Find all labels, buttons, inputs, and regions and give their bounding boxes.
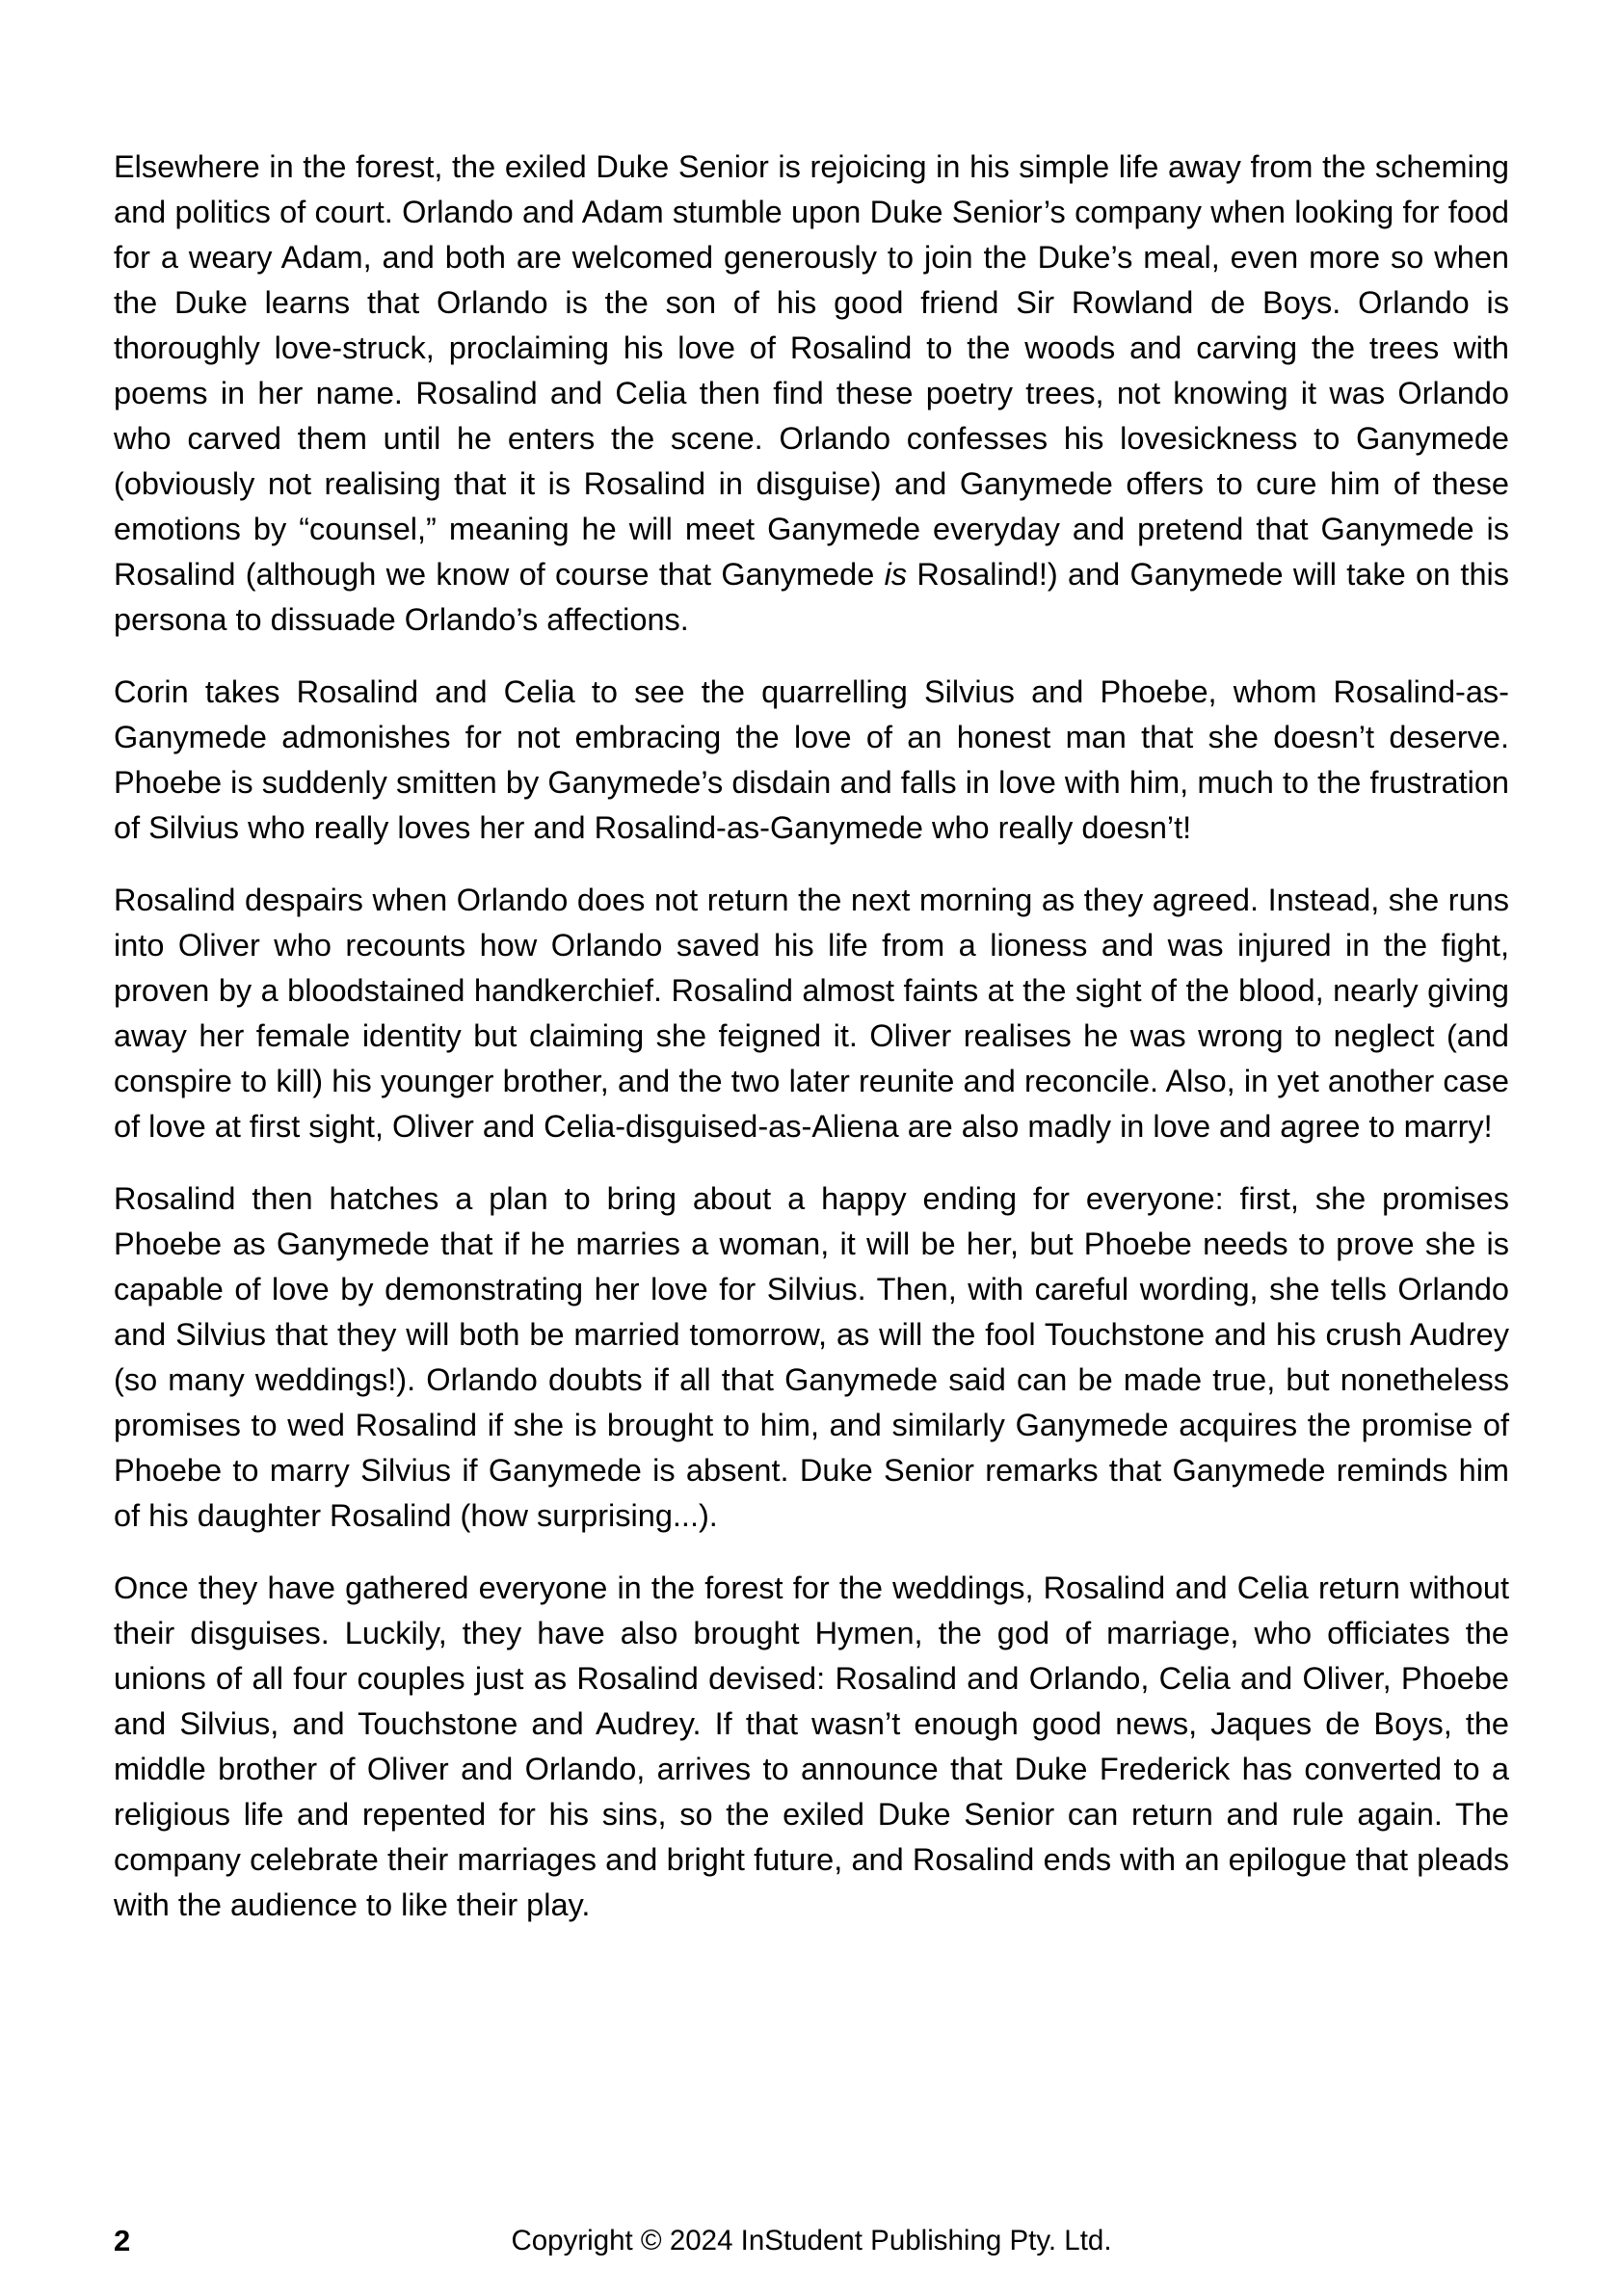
summary-text-block: [114, 145, 1509, 1955]
text-run: Rosalind despairs when Orlando does not return the next morning as they agreed. Instead, she runs into Oliver who recounts how Orlando saved his life from a lioness and was injured in the fight, proven by a bloodstained handkerchief. Rosalind almost faints at the sight of the blood, nearly giving away her female identity but claiming she feigned it. Oliver realises he was wrong to neglect (and conspire to kill) his younger brother, and the two later reunite and reconcile. Also, in yet another case of love at first sight, Oliver and Celia-disguised-as-Aliena are also madly in love and agree to marry!: [114, 883, 1509, 1144]
paragraph: [114, 1176, 1509, 1539]
page-number: 2: [114, 2224, 131, 2257]
paragraph: [114, 1566, 1509, 1928]
text-run: Elsewhere in the forest, the exiled Duke Senior is rejoicing in his simple life away from the scheming and politics of court. Orlando and Adam stumble upon Duke Senior’s company when looking for food for a weary Adam, and both are welcomed generously to join the Duke’s meal, even more so when the Duke learns that Orlando is the son of his good friend Sir Rowland de Boys. Orlando is thoroughly love-struck, proclaiming his love of Rosalind to the woods and carving the trees with poems in her name. Rosalind and Celia then find these poetry trees, not knowing it was Orlando who carved them until he enters the scene. Orlando confesses his lovesickness to Ganymede (obviously not realising that it is Rosalind in disguise) and Ganymede offers to cure him of these emotions by “counsel,” meaning he will meet Ganymede everyday and pretend that Ganymede is Rosalind (although we know of course that Ganymede: [114, 149, 1509, 592]
italic-text-run: is: [884, 557, 908, 592]
text-run: Rosalind!) and Ganymede will take on this persona to dissuade Orlando’s affections.: [114, 557, 1509, 637]
text-run: Corin takes Rosalind and Celia to see the quarrelling Silvius and Phoebe, whom Rosalind-as-Ganymede admonishes for not embracing the love of an honest man that she doesn’t deserve. Phoebe is suddenly smitten by Ganymede’s disdain and falls in love with him, much to the frustration of Silvius who really loves her and Rosalind-as-Ganymede who really doesn’t!: [114, 674, 1509, 845]
page-footer: [114, 2224, 1509, 2262]
text-run: Rosalind then hatches a plan to bring about a happy ending for everyone: first, she promises Phoebe as Ganymede that if he marries a woman, it will be her, but Phoebe needs to prove she is capable of love by demonstrating her love for Silvius. Then, with careful wording, she tells Orlando and Silvius that they will both be married tomorrow, as will the fool Touchstone and his crush Audrey (so many weddings!). Orlando doubts if all that Ganymede said can be made true, but nonetheless promises to wed Rosalind if she is brought to him, and similarly Ganymede acquires the promise of Phoebe to marry Silvius if Ganymede is absent. Duke Senior remarks that Ganymede reminds him of his daughter Rosalind (how surprising...).: [114, 1181, 1509, 1533]
paragraph: [114, 878, 1509, 1149]
paragraph: [114, 670, 1509, 851]
copyright-text: Copyright © 2024 InStudent Publishing Pty. Ltd.: [511, 2225, 1112, 2256]
paragraph: [114, 145, 1509, 643]
text-run: Once they have gathered everyone in the forest for the weddings, Rosalind and Celia return without their disguises. Luckily, they have also brought Hymen, the god of marriage, who officiates the unions of all four couples just as Rosalind devised: Rosalind and Orlando, Celia and Oliver, Phoebe and Silvius, and Touchstone and Audrey. If that wasn’t enough good news, Jaques de Boys, the middle brother of Oliver and Orlando, arrives to announce that Duke Frederick has converted to a religious life and repented for his sins, so the exiled Duke Senior can return and rule again. The company celebrate their marriages and bright future, and Rosalind ends with an epilogue that pleads with the audience to like their play.: [114, 1570, 1509, 1922]
